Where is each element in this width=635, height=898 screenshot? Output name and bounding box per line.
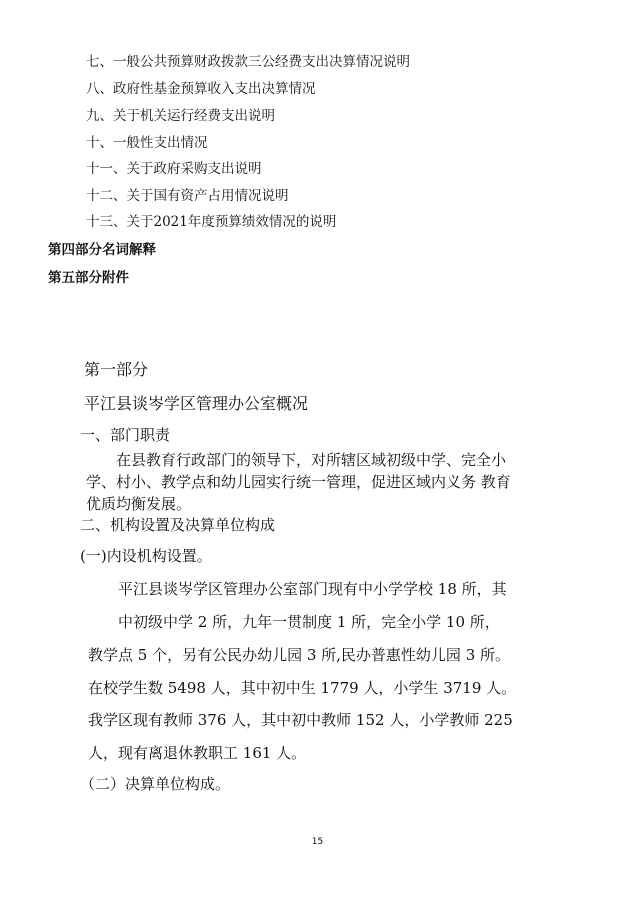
toc-item: 八、政府性基金预算收入支出决算情况 [86,81,316,97]
toc-item: 十二、关于国有资产占用情况说明 [86,188,289,204]
body-line: 中初级中学 2 所，九年一贯制度 1 所，完全小学 10 所， [118,613,500,631]
duties-line: 在县教育行政部门的领导下，对所辖区域初级中学、完全小 [116,451,507,469]
toc-item: 十、一般性支出情况 [86,135,208,151]
toc-item: 九、关于机关运行经费支出说明 [86,108,275,124]
org-title: 平江县谈岑学区管理办公室概况 [84,394,309,413]
toc-part-five: 第五部分附件 [48,270,129,286]
toc-item: 七、一般公共预算财政拨款三公经费支出决算情况说明 [86,54,410,70]
section-structure-heading: 二、机构设置及决算单位构成 [80,516,276,534]
page-number: 15 [311,837,324,847]
part-title: 第一部分 [84,360,149,379]
toc-part-four: 第四部分名词解释 [48,242,156,258]
section-duties-heading: 一、部门职责 [80,426,171,444]
toc-item: 十三、关于2021年度预算绩效情况的说明 [86,214,337,230]
body-line: 平江县谈岑学区管理办公室部门现有中小学学校 18 所，其 [118,580,507,598]
subsection-accounting-units: （二）决算单位构成。 [80,775,231,793]
duties-line: 学、村小、教学点和幼儿园实行统一管理，促进区域内义务 教育 [86,473,511,491]
body-line: 教学点 5 个，另有公民办幼儿园 3 所,民办普惠性幼儿园 3 所。 [88,646,511,664]
body-line: 人，现有离退休教职工 161 人。 [88,744,307,762]
duties-line: 优质均衡发展。 [86,495,192,513]
subsection-internal-org: (一)内设机构设置。 [80,547,212,565]
body-line: 在校学生数 5498 人，其中初中生 1779 人，小学生 3719 人。 [88,679,517,697]
body-line: 我学区现有教师 376 人，其中初中教师 152 人，小学教师 225 [88,711,513,729]
toc-item: 十一、关于政府采购支出说明 [86,161,262,177]
